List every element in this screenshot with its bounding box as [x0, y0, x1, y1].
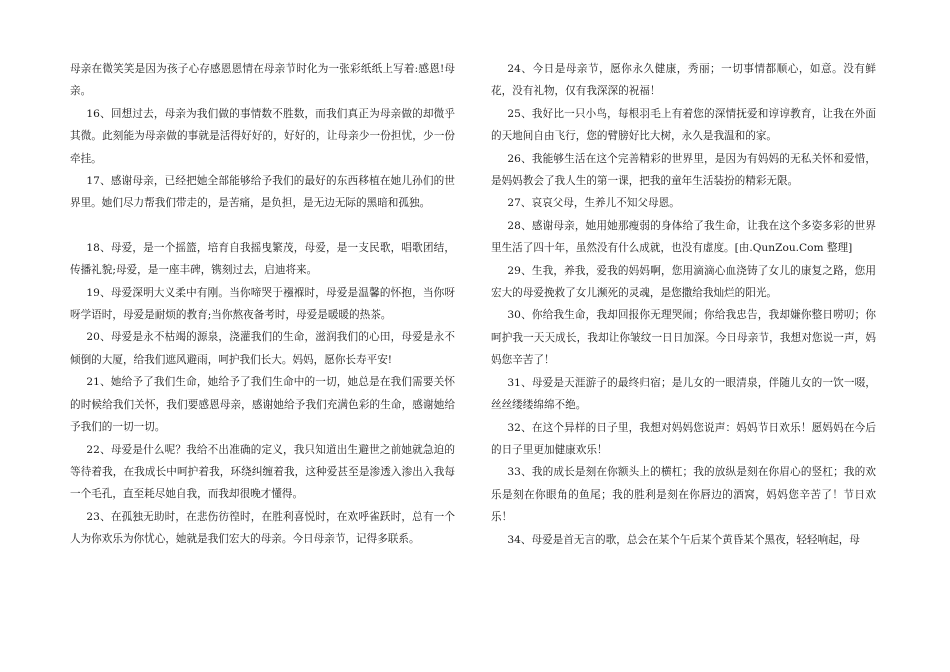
paragraph: 29、生我，养我，爱我的妈妈啊，您用滴滴心血浇铸了女儿的康复之路，您用宏大的母爱挽救了女儿濒死的灵魂，是您撒给我灿烂的阳光。 [491, 264, 876, 300]
paragraph: 34、母爱是首无言的歌，总会在某个午后某个黄昏某个黑夜，轻轻响起，母 [507, 533, 860, 546]
right-column [491, 58, 876, 551]
paragraph: 24、今日是母亲节，愿你永久健康，秀丽；一切事情都顺心，如意。没有鲜花，没有礼物，仅有我深深的祝福！ [491, 63, 876, 98]
paragraph: 母亲在微笑笑是因为孩子心存感恩恩情在母亲节时化为一张彩纸纸上写着:感恩!母亲。 [70, 63, 455, 98]
paragraph: 19、母爱深明大义柔中有刚。当你啼哭于襁褓时，母爱是温馨的怀抱，当你呀呀学语时，母爱是耐烦的教育;当你熬夜备考时，母爱是暖暖的热茶。 [70, 286, 455, 322]
paragraph: 31、母爱是天涯游子的最终归宿；是儿女的一眼清泉，伴随儿女的一饮一啜，丝丝缕缕绵绵不绝。 [491, 376, 876, 412]
paragraph: 18、母爱，是一个摇篮，培育自我摇曳繁茂，母爱，是一支民歌，唱歌团结，传播礼貌;母爱，是一座丰碑，镌刻过去，启迪将来。 [70, 241, 455, 277]
paragraph: 25、我好比一只小鸟，每根羽毛上有着您的深情抚爱和谆谆教育，让我在外面的天地间自由飞行，您的臂膀好比大树，永久是我温和的家。 [491, 107, 876, 143]
paragraph: 28、感谢母亲，她用她那瘦弱的身体给了我生命，让我在这个多姿多彩的世界里生活了四十年，虽然没有什么成就，也没有虚度。[由.QunZou.Com 整理] [491, 219, 876, 255]
left-column [70, 58, 455, 551]
paragraph: 26、我能够生活在这个完善精彩的世界里，是因为有妈妈的无私关怀和爱惜，是妈妈教会了我人生的第一课，把我的童年生活装扮的精彩无限。 [491, 152, 876, 188]
paragraph-gap [70, 215, 455, 237]
paragraph: 23、在孤独无助时，在悲伤彷徨时，在胜利喜悦时，在欢呼雀跃时，总有一个人为你欢乐为你忧心，她就是我们宏大的母亲。今日母亲节，记得多联系。 [70, 510, 455, 546]
paragraph: 30、你给我生命，我却回报你无理哭闹；你给我忠告，我却嫌你整日唠叨；你呵护我一天天成长，我却让你皱纹一日日加深。今日母亲节，我想对您说一声，妈妈您辛苦了！ [491, 309, 876, 367]
paragraph: 32、在这个异样的日子里，我想对妈妈您说声：妈妈节日欢乐！愿妈妈在今后的日子里更加健康欢乐！ [491, 421, 876, 456]
paragraph: 33、我的成长是刻在你额头上的横杠；我的放纵是刻在你眉心的竖杠；我的欢乐是刻在你眼角的鱼尾；我的胜利是刻在你唇边的酒窝，妈妈您辛苦了！节日欢乐！ [491, 466, 876, 524]
paragraph: 27、哀哀父母，生养儿不知父母恩。 [507, 197, 680, 210]
paragraph: 16、回想过去，母亲为我们做的事情数不胜数，而我们真正为母亲做的却微乎其微。此刻能为母亲做的事就是活得好好的，好好的，让母亲少一份担忧，少一份牵挂。 [70, 107, 455, 165]
paragraph: 21、她给予了我们生命，她给予了我们生命中的一切，她总是在我们需要关怀的时候给我们关怀，我们要感恩母亲，感谢她给予我们充满色彩的生命，感谢她给予我们的一切一切。 [70, 376, 455, 434]
paragraph: 20、母爱是永不枯竭的源泉，浇灌我们的生命，滋润我们的心田，母爱是永不倾倒的大厦，给我们遮风避雨，呵护我们长大。妈妈，愿你长寿平安! [70, 331, 455, 366]
paragraph: 17、感谢母亲，已经把她全部能够给予我们的最好的东西移植在她儿孙们的世界里。她们尽力帮我们带走的，是苦痛，是负担，是无边无际的黑暗和孤独。 [70, 175, 455, 210]
paragraph: 22、母爱是什么呢？我给不出准确的定义，我只知道出生避世之前她就急迫的等待着我，在我成长中呵护着我，环绕纠缠着我，这种爱甚至是渗透入渗出入我每一个毛孔，直至耗尽她自我，而我却很晚才懂得。 [70, 443, 455, 501]
